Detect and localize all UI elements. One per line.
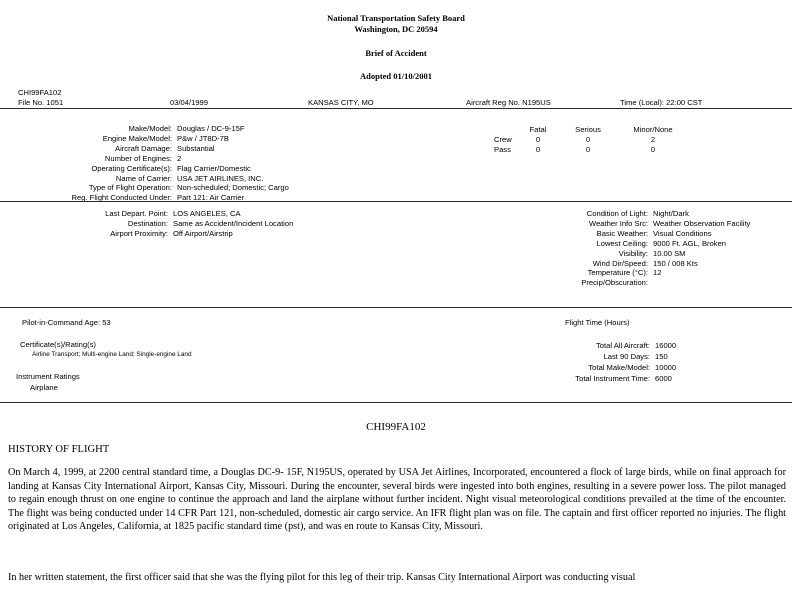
section-title-history-of-flight: HISTORY OF FLIGHT [8, 444, 110, 455]
field-label: Weather Info Src: [589, 218, 648, 228]
field-row [520, 239, 750, 249]
field-label: Operating Certificate(s): [91, 163, 172, 173]
adopted-date: Adopted 01/10/2001 [359, 71, 433, 81]
field-value: Visual Conditions [653, 228, 712, 238]
field-label: Temperature (°C): [587, 268, 648, 278]
field-row [0, 144, 289, 154]
narrative-paragraph-1: On March 4, 1999, at 2200 central standard time, a Douglas DC-9- 15F, N195US, operated by USA Jet Airlines, Incorporated, encountered a flock of large birds, while on final approach for landing at Kansas City International Airport, Kansas City, Missouri. During the encounter, several birds were ingested into both engines, resulting in a severe power loss. The pilot managed to regain enough thrust on one engine to continue the approach and land the airplane without further incident. Night visual meteorological conditions prevailed at the time of the encounter. The flight was being conducted under 14 CFR Part 121, non-scheduled, domestic air cargo service. An IFR flight plan was on file. The captain and first officer reported no injuries. The flight originated at Los Angeles, California, at 1825 pacific standard time (pst), and was en route to Kansas City, Missouri. [8, 467, 786, 533]
file-number: File No. 1051 [18, 98, 64, 107]
org-address: Washington, DC 20594 [354, 24, 438, 34]
field-value: Non-scheduled; Domestic; Cargo [177, 183, 289, 193]
field-label: Precip/Obscuration: [581, 278, 648, 288]
field-label: Last Depart. Point: [105, 209, 168, 218]
flight-route-block [0, 209, 293, 239]
field-label: Total Instrument Time: [575, 374, 650, 383]
field-row [0, 124, 289, 134]
doc-type-title: Brief of Accident [365, 48, 427, 58]
pilot-age: Pilot-in-Command Age: 53 [22, 318, 111, 327]
injury-row-label-crew: Crew [494, 135, 512, 144]
field-value: P&w / JT8D-7B [177, 133, 229, 143]
field-row [520, 219, 750, 229]
field-row [0, 219, 293, 229]
field-value: 150 [655, 352, 668, 361]
field-value: 16000 [655, 341, 677, 350]
instrument-ratings-heading: Instrument Ratings [16, 372, 80, 381]
aircraft-info-block [0, 124, 289, 203]
field-row [0, 134, 289, 144]
field-row [0, 209, 293, 219]
field-row [520, 259, 750, 269]
weather-block [520, 209, 750, 288]
crew-minor-none-count: 2 [650, 135, 656, 144]
divider [0, 307, 792, 308]
injury-col-fatal: Fatal [529, 125, 547, 134]
field-value: LOS ANGELES, CA [173, 209, 241, 218]
field-value: 10000 [655, 363, 677, 372]
field-label: Last 90 Days: [603, 352, 650, 361]
field-row [500, 373, 676, 384]
ntsb-id: CHI99FA102 [18, 88, 62, 97]
field-row [520, 249, 750, 259]
injury-table [488, 125, 690, 155]
field-label: Make/Model: [128, 124, 172, 133]
accident-date: 03/04/1999 [170, 98, 209, 107]
field-label: Lowest Ceiling: [596, 238, 648, 248]
field-row [0, 154, 289, 164]
pass-serious-count: 0 [585, 145, 591, 154]
field-value: 12 [653, 268, 662, 278]
narrative-paragraph-2: In her written statement, the first officer said that she was the flying pilot for this leg of their trip. Kansas City International Airport was conducting visual [8, 572, 636, 583]
field-label: Condition of Light: [586, 209, 648, 218]
field-value: USA JET AIRLINES, INC. [177, 173, 264, 183]
accident-location: KANSAS CITY, MO [308, 98, 374, 107]
certificates-heading: Certificate(s)/Rating(s) [20, 340, 96, 349]
field-label: Total Make/Model: [588, 363, 650, 372]
field-value: 150 / 008 Kts [653, 258, 698, 268]
narrative-ntsb-id: CHI99FA102 [366, 421, 426, 433]
field-value: Night/Dark [653, 209, 689, 218]
pass-minor-none-count: 0 [650, 145, 656, 154]
field-label: Engine Make/Model: [102, 133, 172, 143]
field-row [500, 351, 676, 362]
field-label: Aircraft Damage: [115, 143, 172, 153]
org-name: National Transportation Safety Board [327, 13, 465, 23]
aircraft-reg-no: Aircraft Reg No. N195US [466, 98, 551, 107]
field-label: Destination: [127, 218, 168, 228]
field-label: Airport Proximity: [110, 228, 168, 238]
field-row [500, 362, 676, 373]
field-row [520, 209, 750, 219]
field-label: Wind Dir/Speed: [592, 258, 648, 268]
field-value: Part 121: Air Carrier [177, 193, 245, 203]
field-label: Total All Aircraft: [595, 341, 650, 350]
flight-time-heading: Flight Time (Hours) [565, 318, 630, 327]
field-value: Off Airport/Airstrip [173, 228, 233, 238]
field-row [500, 340, 676, 351]
certificates-value: Airline Transport; Multi-engine Land; Single-engine Land [32, 351, 192, 358]
field-value: Same as Accident/Incident Location [173, 218, 294, 228]
field-label: Reg. Flight Conducted Under: [71, 193, 172, 203]
field-row [520, 229, 750, 239]
local-time: Time (Local): 22:00 CST [620, 98, 703, 107]
field-label: Type of Flight Operation: [88, 183, 172, 193]
injury-col-minor-none: Minor/None [633, 125, 673, 134]
field-row [0, 229, 293, 239]
field-value: Flag Carrier/Domestic [177, 163, 251, 173]
pass-fatal-count: 0 [535, 145, 541, 154]
field-row [520, 278, 750, 288]
field-row [0, 164, 289, 174]
field-value: Douglas / DC-9-15F [177, 124, 245, 133]
field-value: 10.00 SM [653, 248, 686, 258]
divider [0, 201, 792, 202]
field-value: 9000 Ft. AGL, Broken [653, 238, 727, 248]
field-label: Basic Weather: [596, 228, 648, 238]
field-value: Weather Observation Facility [653, 218, 751, 228]
flight-time-block [500, 340, 676, 384]
field-value: Substantial [177, 143, 215, 153]
field-label: Number of Engines: [104, 153, 172, 163]
crew-fatal-count: 0 [535, 135, 541, 144]
crew-serious-count: 0 [585, 135, 591, 144]
injury-col-serious: Serious [575, 125, 601, 134]
field-value: 6000 [655, 374, 672, 383]
field-row [520, 268, 750, 278]
injury-corner-cell [488, 125, 516, 135]
field-value: 2 [177, 153, 182, 163]
injury-row-label-pass: Pass [494, 145, 511, 154]
field-label: Name of Carrier: [115, 173, 172, 183]
field-row [0, 174, 289, 184]
field-row [0, 183, 289, 193]
instrument-ratings-value: Airplane [30, 383, 58, 392]
divider [0, 402, 792, 403]
field-label: Visibility: [618, 248, 648, 258]
divider [0, 108, 792, 109]
